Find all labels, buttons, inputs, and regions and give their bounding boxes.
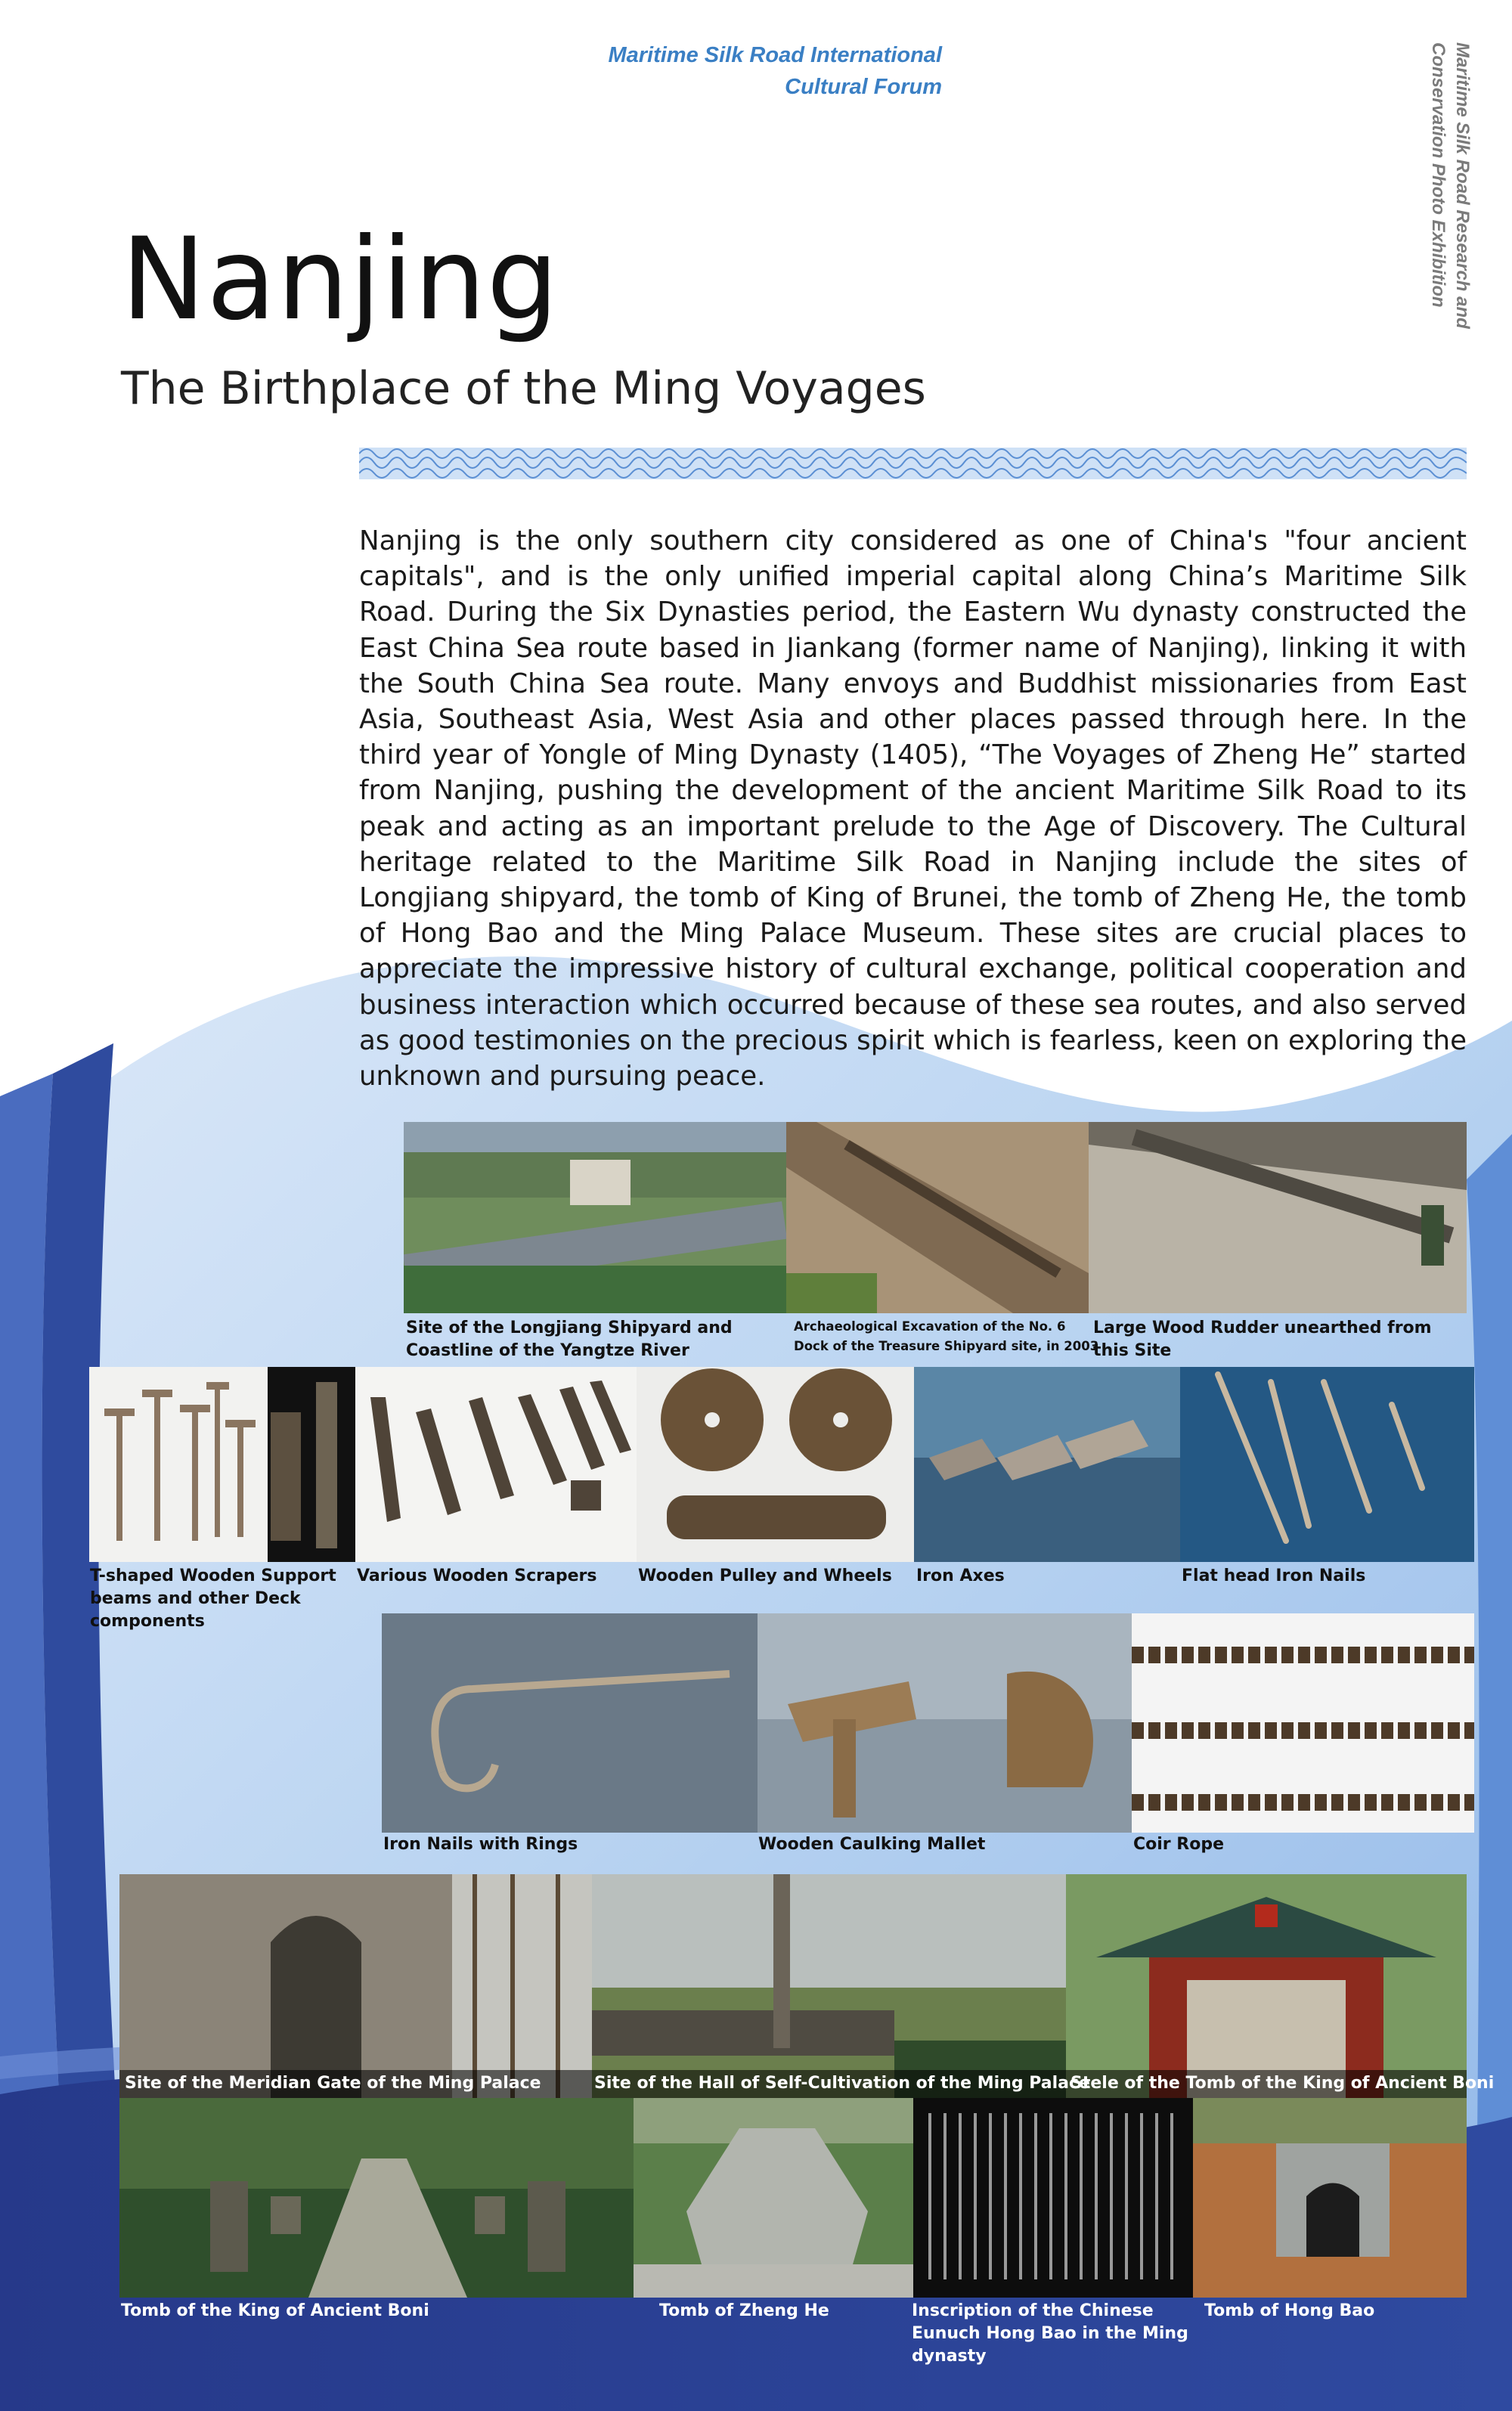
caption-rudder: [1093, 1317, 1432, 1362]
exhibition-side-label: [1421, 42, 1474, 345]
caption-shipyard-line2: Coastline of the Yangtze River: [406, 1341, 689, 1360]
caption-excavation: [794, 1317, 1098, 1356]
photo-caulking-mallet: [758, 1613, 1132, 1833]
caption-stele: Stele of the Tomb of the King of Ancient Boni: [1070, 2074, 1495, 2093]
caption-zhenghe: Tomb of Zheng He: [659, 2301, 829, 2320]
photo-wood-rudder: [1089, 1122, 1467, 1313]
caption-nails: Flat head Iron Nails: [1182, 1567, 1366, 1585]
caption-rudder-line1: Large Wood Rudder unearthed from: [1093, 1319, 1432, 1337]
photo-stele-pavilion: [1066, 1874, 1467, 2098]
photo-iron-axes: [914, 1367, 1180, 1562]
caption-pulley: Wooden Pulley and Wheels: [638, 1567, 892, 1585]
caption-axes: Iron Axes: [916, 1567, 1005, 1585]
caption-tshaped-line3: components: [90, 1612, 205, 1631]
caption-inscription-line3: dynasty: [912, 2347, 987, 2366]
intro-paragraph: Nanjing is the only southern city considered as one of China's "four ancient capitals", and is the only unified imperial capital along China’s Maritime Silk Road. During the Six Dynasties period, the Eastern Wu dynasty constructed the East China Sea route based in Jiankang (former name of Nanjing), linking it with the South China Sea route. Many envoys and Buddhist missionaries from East Asia, Southeast Asia, West Asia and other places passed through here. In the third year of Yongle of Ming Dynasty (1405), “The Voyages of Zheng He” started from Nanjing, pushing the development of the ancient Maritime Silk Road to its peak and acting as an important prelude to the Age of Discovery. The Cultural heritage related to the Maritime Silk Road in Nanjing include the sites of Longjiang shipyard, the tomb of King of Brunei, the tomb of Zheng He, the tomb of Hong Bao and the Ming Palace Museum. These sites are crucial places to appreciate the impressive history of cultural exchange, political cooperation and business interaction which occurred because of these sea routes, and also served as good testimonies on the precious spirit which is fearless, keen on exploring the unknown and pursuing peace.: [359, 525, 1467, 1092]
caption-mallet: Wooden Caulking Mallet: [758, 1835, 986, 1854]
caption-hongbao: Tomb of Hong Bao: [1204, 2301, 1375, 2320]
wave-pattern-band: [359, 448, 1467, 479]
photo-iron-nails: [1180, 1367, 1474, 1562]
caption-hall: Site of the Hall of Self-Cultivation of the Ming Palace: [594, 2074, 1090, 2093]
forum-title-line1: Maritime Silk Road International: [608, 43, 942, 67]
photo-ring-nails: [382, 1613, 758, 1833]
photo-pulley-wheels: [637, 1367, 914, 1562]
photo-tshaped-beams: [89, 1367, 355, 1562]
caption-tshaped: [90, 1565, 336, 1633]
photo-coir-rope: [1132, 1613, 1474, 1833]
photo-inscription-rubbing: [913, 2098, 1193, 2298]
caption-rudder-line2: this Site: [1093, 1341, 1172, 1360]
caption-inscription: [912, 2300, 1188, 2368]
photo-wooden-scrapers: [355, 1367, 637, 1562]
caption-inscription-line2: Eunuch Hong Bao in the Ming: [912, 2324, 1188, 2343]
photo-zhenghe-tomb: [634, 2098, 913, 2298]
caption-tshaped-line1: T-shaped Wooden Support: [90, 1567, 336, 1585]
caption-tshaped-line2: beams and other Deck: [90, 1589, 301, 1608]
forum-title: [488, 39, 942, 103]
side-label-line1: Maritime Silk Road Research and: [1452, 42, 1473, 329]
caption-shipyard: [406, 1317, 733, 1362]
caption-meridian: Site of the Meridian Gate of the Ming Palace: [125, 2074, 541, 2093]
caption-boni-tomb: Tomb of the King of Ancient Boni: [121, 2301, 429, 2320]
photo-excavation-dock: [786, 1122, 1089, 1313]
page-subtitle: The Birthplace of the Ming Voyages: [121, 362, 926, 415]
caption-inscription-line1: Inscription of the Chinese: [912, 2301, 1154, 2320]
caption-rope: Coir Rope: [1133, 1835, 1225, 1854]
forum-title-line2: Cultural Forum: [785, 75, 942, 99]
caption-shipyard-line1: Site of the Longjiang Shipyard and: [406, 1319, 733, 1337]
photo-boni-tomb-path: [119, 2098, 634, 2298]
photo-hall-self-cultivation: [592, 1874, 1066, 2098]
photo-hongbao-tomb: [1193, 2098, 1467, 2298]
caption-ring-nails: Iron Nails with Rings: [383, 1835, 578, 1854]
caption-excavation-line1: Archaeological Excavation of the No. 6: [794, 1319, 1066, 1334]
side-label-line2: Conservation Photo Exhibition: [1428, 42, 1448, 308]
photo-meridian-gate: [119, 1874, 592, 2098]
page-title: Nanjing: [121, 214, 559, 346]
photo-shipyard-aerial: [404, 1122, 786, 1313]
caption-scrapers: Various Wooden Scrapers: [357, 1567, 597, 1585]
caption-excavation-line2: Dock of the Treasure Shipyard site, in 2003: [794, 1339, 1099, 1353]
